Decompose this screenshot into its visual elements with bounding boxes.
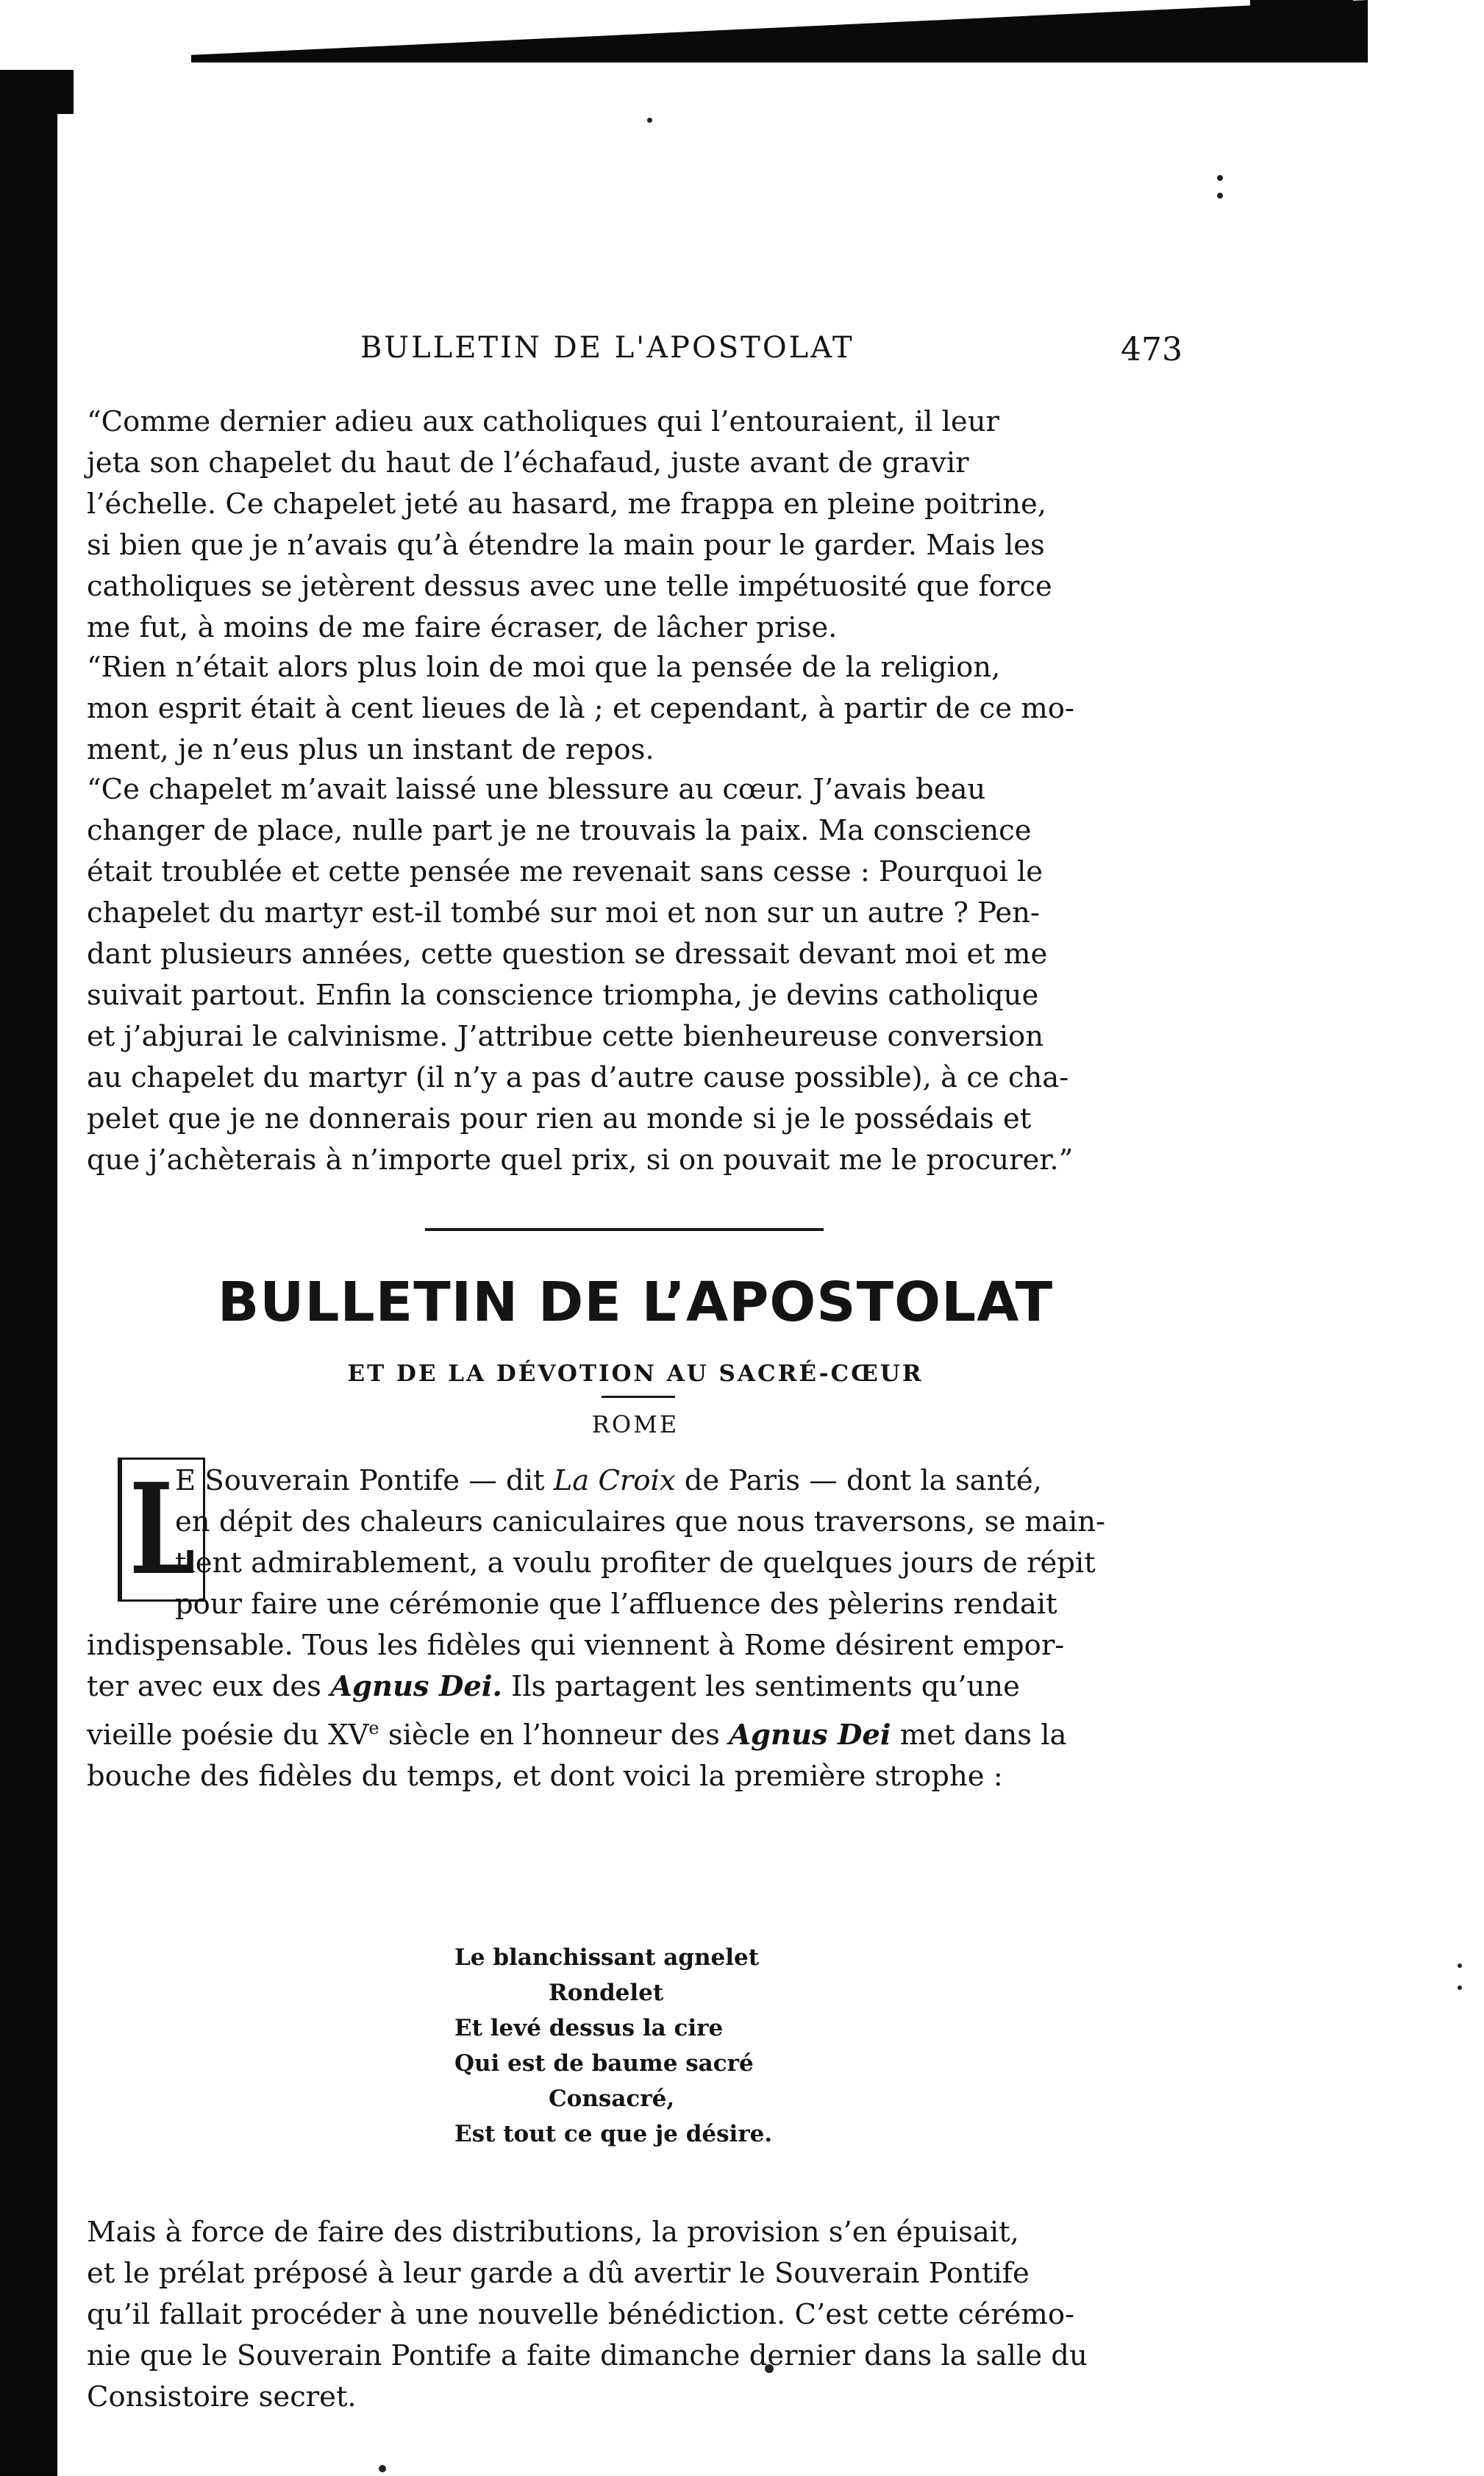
text-run: de Paris — dont la santé,: [675, 1464, 1042, 1497]
text-line: jeta son chapelet du haut de l’échafaud, juste avant de gravir: [87, 446, 969, 479]
text-line: me fut, à moins de me faire écraser, de lâcher prise.: [87, 611, 838, 644]
italic-text: Agnus Dei: [729, 1718, 891, 1752]
text-line: chapelet du martyr est-il tombé sur moi et non sur un autre ? Pen-: [87, 896, 1040, 930]
text-line: était troublée et cette pensée me revenait sans cesse : Pourquoi le: [87, 855, 1044, 888]
poem-line: Consacré,: [549, 2086, 675, 2112]
scan-left-border-notch: [44, 70, 74, 114]
text-run: vieille poésie du XV: [87, 1718, 369, 1752]
superscript: e: [368, 1718, 379, 1738]
poem-line: Rondelet: [549, 1980, 664, 2006]
poem-line: Est tout ce que je désire.: [454, 2121, 773, 2147]
scan-speck: [1217, 193, 1223, 199]
scan-top-border: [191, 0, 1368, 63]
text-line: “Comme dernier adieu aux catholiques qui l’entouraient, il leur: [87, 405, 999, 438]
section-title: BULLETIN DE L’APOSTOLAT: [217, 1271, 1054, 1334]
text-line: “Rien n’était alors plus loin de moi que la pensée de la religion,: [87, 651, 1001, 684]
paragraph: [87, 2212, 1184, 2418]
section-divider: [425, 1228, 824, 1231]
scan-left-border: [0, 70, 57, 2476]
text-line: indispensable. Tous les fidèles qui viennent à Rome désirent empor-: [87, 1629, 1065, 1662]
poem-line: Le blanchissant agnelet: [454, 1944, 760, 1971]
text-line: pour faire une cérémonie que l’affluence des pèlerins rendait: [175, 1588, 1057, 1621]
text-line: changer de place, nulle part je ne trouvais la paix. Ma conscience: [87, 814, 1032, 847]
text-line: [87, 1460, 1184, 1502]
text-line: [87, 1708, 1184, 1756]
text-line: dant plusieurs années, cette question se dressait devant moi et me: [87, 938, 1048, 971]
short-divider: [602, 1396, 675, 1398]
poem-line: Et levé dessus la cire: [454, 2015, 724, 2041]
text-line: et j’abjurai le calvinisme. J’attribue cette bienheureuse conversion: [87, 1020, 1044, 1053]
text-line: ment, je n’eus plus un instant de repos.: [87, 733, 654, 766]
text-line: suivait partout. Enfin la conscience triompha, je devins catholique: [87, 979, 1039, 1012]
italic-text: La Croix: [553, 1464, 676, 1497]
text-line: et le prélat préposé à leur garde a dû avertir le Souverain Pontife: [87, 2257, 1030, 2290]
text-line: l’échelle. Ce chapelet jeté au hasard, me frappa en pleine poitrine,: [87, 488, 1047, 521]
poem: [87, 1940, 1184, 2152]
paragraph: [87, 769, 1184, 1181]
scan-speck: [379, 2465, 386, 2472]
drop-cap-letter: L: [129, 1456, 196, 1603]
text-run: met dans la: [891, 1718, 1067, 1752]
text-line: en dépit des chaleurs caniculaires que nous traversons, se main-: [175, 1505, 1106, 1538]
paragraph: [87, 402, 1184, 649]
page-number: 473: [1121, 331, 1182, 368]
text-line: mon esprit était à cent lieues de là ; et cependant, à partir de ce mo-: [87, 692, 1074, 725]
text-line: catholiques se jetèrent dessus avec une telle impétuosité que force: [87, 570, 1052, 603]
text-line: “Ce chapelet m’avait laissé une blessure au cœur. J’avais beau: [87, 773, 986, 806]
text-line: nie que le Souverain Pontife a faite dimanche dernier dans la salle du: [87, 2339, 1088, 2372]
text-run: ter avec eux des: [87, 1670, 331, 1703]
text-run: siècle en l’honneur des: [379, 1718, 729, 1752]
poem-line: Qui est de baume sacré: [454, 2050, 754, 2077]
place-heading: ROME: [591, 1410, 679, 1438]
text-run: E Souverain Pontife — dit: [175, 1464, 554, 1497]
running-head: [87, 331, 1184, 375]
scan-speck: [647, 118, 652, 123]
text-line: qu’il fallait procéder à une nouvelle bénédiction. C’est cette cérémo-: [87, 2298, 1075, 2331]
text-line: tient admirablement, a voulu profiter de quelques jours de répit: [175, 1546, 1096, 1580]
italic-text: Agnus Dei.: [330, 1670, 502, 1703]
text-line: [87, 1666, 1184, 1708]
scan-speck: [1217, 175, 1223, 181]
text-line: Consistoire secret.: [87, 2380, 357, 2413]
running-head-title: BULLETIN DE L'APOSTOLAT: [360, 331, 855, 365]
text-line: au chapelet du martyr (il n’y a pas d’autre cause possible), à ce cha-: [87, 1061, 1069, 1094]
scan-top-border-corner: [1250, 0, 1353, 55]
book-page: [87, 302, 1184, 2456]
section-subtitle: ET DE LA DÉVOTION AU SACRÉ-CŒUR: [347, 1360, 924, 1387]
paragraph: [87, 1456, 1184, 1797]
text-run: Ils partagent les sentiments qu’une: [502, 1670, 1020, 1703]
text-line: Mais à force de faire des distributions, la provision s’en épuisait,: [87, 2216, 1019, 2249]
text-line: pelet que je ne donnerais pour rien au monde si je le possédais et: [87, 1102, 1032, 1135]
text-line: bouche des fidèles du temps, et dont voici la première strophe :: [87, 1759, 1003, 1793]
paragraph: [87, 647, 1184, 771]
text-line: que j’achèterais à n’importe quel prix, si on pouvait me le procurer.”: [87, 1144, 1074, 1177]
text-line: si bien que je n’avais qu’à étendre la main pour le garder. Mais les: [87, 529, 1045, 562]
